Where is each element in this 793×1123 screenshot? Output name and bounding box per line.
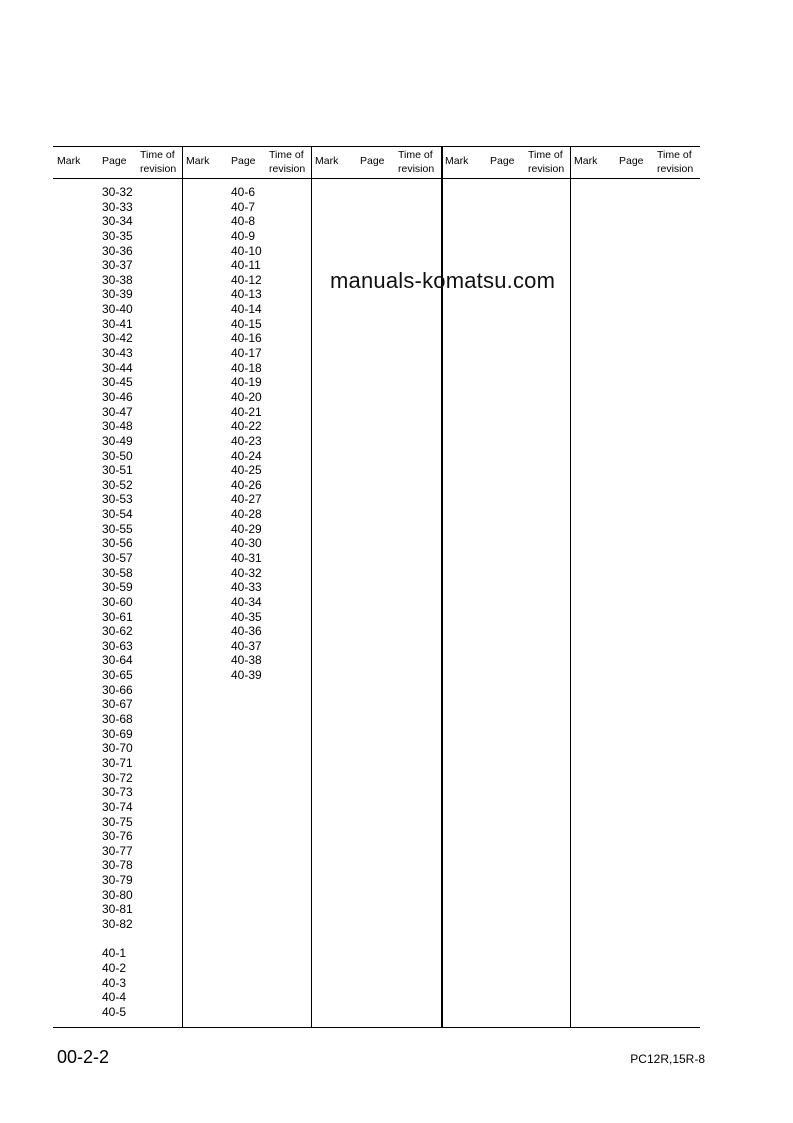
page-entry: 40-3 [102, 975, 127, 990]
page-entry: 30-50 [102, 448, 133, 463]
page-entry: 40-36 [231, 624, 262, 639]
page-entry: 30-62 [102, 624, 133, 639]
page-entry: 40-38 [231, 653, 262, 668]
page-entry: 40-1 [102, 946, 127, 961]
page-entry: 40-29 [231, 521, 262, 536]
page-entry: 30-66 [102, 682, 133, 697]
page-entry: 40-18 [231, 360, 262, 375]
page-entry: 40-22 [231, 419, 262, 434]
column-divider [311, 146, 312, 1028]
page-entry: 30-54 [102, 507, 133, 522]
page-entry: 30-47 [102, 404, 133, 419]
page-entry: 40-7 [231, 199, 256, 214]
page-entry: 40-28 [231, 507, 262, 522]
page-entry: 40-13 [231, 287, 262, 302]
page-entry: 40-6 [231, 185, 256, 199]
page-entry: 30-39 [102, 287, 133, 302]
header-revision: revision [657, 163, 694, 175]
page-entry: 30-74 [102, 799, 133, 814]
page-entry: 30-46 [102, 389, 133, 404]
header-page: Page [102, 155, 127, 167]
page-entry: 40-8 [231, 214, 256, 229]
page-entry: 30-56 [102, 536, 133, 551]
header-mark: Mark [186, 155, 210, 167]
page-entry: 40-4 [102, 990, 127, 1005]
header-revision: revision [269, 163, 306, 175]
page-entry: 30-57 [102, 551, 133, 565]
page-entry: 30-55 [102, 521, 133, 536]
page-entry: 30-44 [102, 360, 133, 375]
page-entry: 40-9 [231, 228, 256, 243]
page-entry: 30-51 [102, 463, 133, 478]
page-entry: 30-48 [102, 419, 133, 434]
page-entry: 30-36 [102, 243, 133, 258]
page-number: 00-2-2 [57, 1047, 110, 1067]
page-entry: 30-63 [102, 638, 133, 653]
page-entry: 30-60 [102, 594, 133, 609]
header-page: Page [490, 155, 515, 167]
header-revision: revision [398, 163, 435, 175]
header-time-of: Time of [398, 149, 433, 161]
page-entry: 30-82 [102, 917, 133, 931]
page-entry: 40-10 [231, 243, 262, 258]
page-entry: 40-11 [231, 258, 261, 273]
page-entry: 30-33 [102, 199, 133, 214]
header-revision: revision [140, 163, 177, 175]
page-entry: 30-73 [102, 785, 133, 800]
page-entry: 40-15 [231, 316, 262, 331]
page-entry: 40-16 [231, 331, 262, 346]
page-entry: 30-32 [102, 185, 133, 199]
page-entry: 30-59 [102, 580, 133, 595]
page-entry: 30-75 [102, 814, 133, 829]
page-entry: 40-12 [231, 272, 262, 287]
header-time-of: Time of [657, 149, 692, 161]
header-page: Page [619, 155, 644, 167]
page-entry: 30-80 [102, 887, 133, 902]
page-entry: 30-79 [102, 873, 133, 888]
page-entry: 40-23 [231, 433, 262, 448]
page-entry: 30-71 [102, 755, 133, 770]
column-divider [570, 146, 571, 1028]
page-entry: 30-34 [102, 214, 133, 229]
page-entry: 40-20 [231, 389, 262, 404]
page-entry: 30-53 [102, 492, 133, 507]
page-entry: 40-30 [231, 536, 262, 551]
page-entry: 30-68 [102, 712, 133, 727]
page-entry: 40-26 [231, 477, 262, 492]
page-entry: 30-37 [102, 258, 133, 273]
column-divider [182, 146, 183, 1028]
page-entry: 30-69 [102, 726, 133, 741]
page-entry: 40-14 [231, 302, 262, 317]
page-entry: 40-21 [231, 404, 262, 419]
page-entry: 40-25 [231, 463, 262, 478]
table-bottom-rule [53, 1027, 700, 1028]
header-mark: Mark [445, 155, 469, 167]
page-entry: 40-31 [231, 551, 262, 565]
page-entry: 30-70 [102, 741, 133, 756]
page-entry: 30-81 [102, 902, 133, 917]
header-page: Page [360, 155, 385, 167]
page-entry: 40-24 [231, 448, 262, 463]
page-entry: 30-72 [102, 770, 133, 785]
header-top-rule [53, 146, 700, 147]
header-time-of: Time of [269, 149, 304, 161]
watermark: manuals-komatsu.com [330, 268, 556, 293]
page-entry: 40-19 [231, 375, 262, 390]
page-entry: 30-52 [102, 477, 133, 492]
header-time-of: Time of [140, 149, 175, 161]
header-revision: revision [528, 163, 565, 175]
page-entry: 30-38 [102, 272, 133, 287]
page-entry: 30-67 [102, 697, 133, 712]
page-entry: 30-64 [102, 653, 133, 668]
page-entry: 40-35 [231, 609, 262, 624]
page-entry: 30-76 [102, 829, 133, 844]
page-entry: 30-49 [102, 433, 133, 448]
page-entry: 40-17 [231, 346, 262, 361]
page-entry: 30-35 [102, 228, 133, 243]
model-label: PC12R,15R-8 [630, 1052, 705, 1066]
page-entry: 40-33 [231, 580, 262, 595]
page-entry: 30-78 [102, 858, 133, 873]
header-page: Page [231, 155, 256, 167]
page-entry: 30-45 [102, 375, 133, 390]
page-entry: 30-40 [102, 302, 133, 317]
page-entry: 30-42 [102, 331, 133, 346]
header-mark: Mark [315, 155, 339, 167]
page-entry: 30-77 [102, 843, 133, 858]
page-entry: 40-37 [231, 638, 262, 653]
page-entry: 40-34 [231, 594, 262, 609]
header-mark: Mark [57, 155, 81, 167]
page-entry: 30-58 [102, 565, 133, 580]
page-entry: 40-32 [231, 565, 262, 580]
page-entry: 30-61 [102, 609, 133, 624]
page-entry: 40-27 [231, 492, 262, 507]
page-entry: 30-65 [102, 668, 133, 683]
page-entry: 30-43 [102, 346, 133, 361]
header-bottom-rule [53, 178, 700, 179]
page-entry: 40-39 [231, 668, 262, 683]
header-mark: Mark [574, 155, 598, 167]
header-time-of: Time of [528, 149, 563, 161]
page-entry: 40-5 [102, 1004, 127, 1019]
page-entry: 40-2 [102, 960, 127, 975]
page-entry: 30-41 [102, 316, 133, 331]
